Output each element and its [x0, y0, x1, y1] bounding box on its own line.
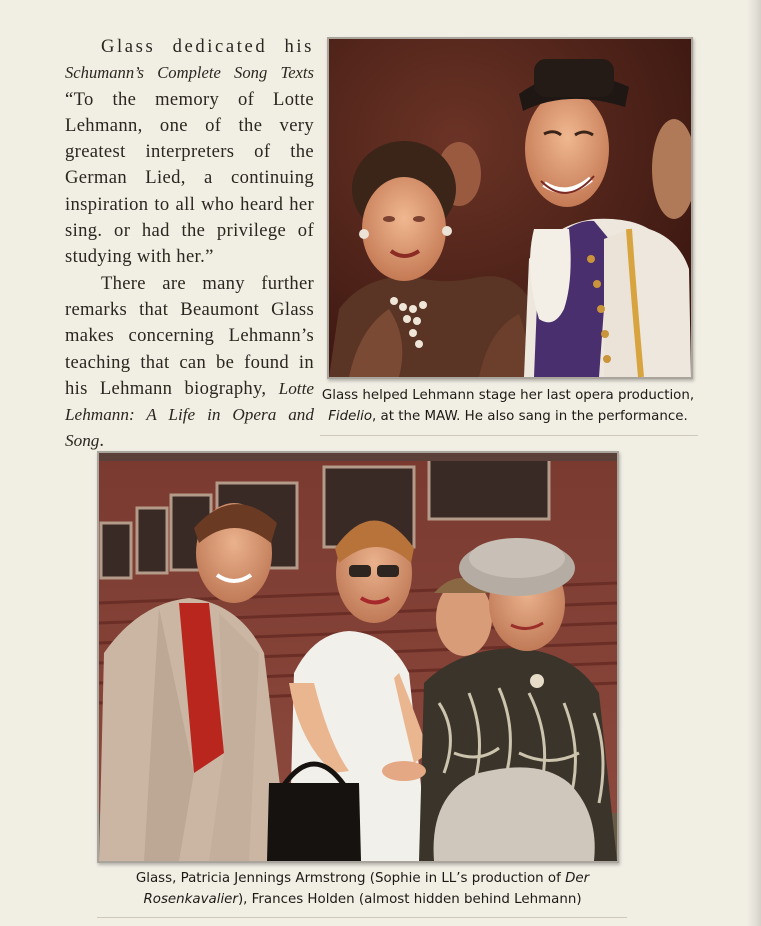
caption1-text-end: , at the MAW. He also sang in the performance. [372, 409, 688, 424]
caption1-divider [320, 435, 698, 436]
photo-lehmann-glass-fidelio-image [329, 39, 691, 377]
caption-group-photo [90, 868, 635, 910]
book-title-lehmann-biography: Lotte Lehmann: A Life in Opera and Song [65, 378, 314, 451]
remarks-text-start: There are many further remarks that Beaumont Glass makes concerning Lehmann’s teaching that can be found in his Lehmann biography, [65, 272, 314, 399]
book-title-schumann: Schumann’s Complete Song Texts [65, 63, 314, 83]
body-text-column [65, 34, 314, 455]
caption2-opera-title: Der Rosenkavalier [143, 871, 590, 907]
caption2-text-end: ), Frances Holden (almost hidden behind Lehmann) [237, 892, 582, 907]
paragraph-dedication [65, 34, 314, 271]
caption-fidelio-photo [318, 385, 698, 427]
dedication-text-end: “To the memory of Lotte Lehmann, one of the very greatest interpreters of the German Lied, a continuing inspiration to all who heard her sing. or had the privilege of studying with her.” [65, 88, 314, 268]
caption2-text-start: Glass, Patricia Jennings Armstrong (Sophie in LL’s production of [135, 871, 566, 886]
remarks-text-end: . [99, 430, 105, 452]
caption1-text-start: Glass helped Lehmann stage her last opera production, [321, 388, 695, 403]
paragraph-further-remarks [65, 271, 314, 455]
photo-group-at-train-image [99, 453, 617, 861]
photo-group-at-train [97, 451, 619, 863]
caption2-divider [97, 917, 627, 918]
dedication-text-start: Glass dedicated his [101, 36, 314, 57]
page-edge-shadow [747, 0, 761, 926]
photo-lehmann-glass-fidelio [327, 37, 693, 379]
caption1-opera-title: Fidelio [328, 409, 373, 424]
